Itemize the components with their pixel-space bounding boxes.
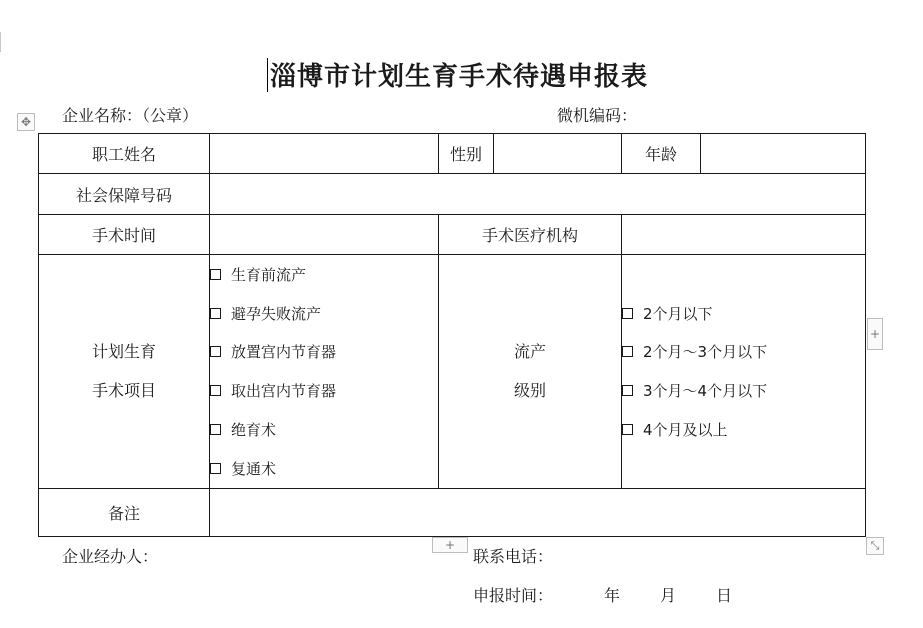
social-security-label: 社会保障号码 bbox=[39, 174, 210, 215]
abortion-option-label: 3个月～4个月以下 bbox=[643, 382, 768, 401]
abortion-option-label: 2个月～3个月以下 bbox=[643, 343, 768, 362]
abortion-option-item[interactable] bbox=[622, 371, 865, 410]
table-move-handle[interactable] bbox=[17, 113, 35, 131]
checkbox-icon[interactable] bbox=[210, 308, 221, 319]
surgery-option-item[interactable] bbox=[210, 449, 438, 488]
remarks-cell[interactable] bbox=[210, 488, 866, 536]
abortion-level-label-line1: 流产 bbox=[513, 342, 546, 362]
checkbox-icon[interactable] bbox=[622, 385, 633, 396]
table-row bbox=[39, 174, 866, 215]
add-row-handle[interactable] bbox=[432, 537, 468, 553]
abortion-option-item[interactable] bbox=[622, 410, 865, 449]
plus-icon: + bbox=[444, 538, 456, 552]
checkbox-icon[interactable] bbox=[210, 269, 221, 280]
add-column-handle[interactable] bbox=[867, 318, 883, 350]
surgery-institution-cell[interactable] bbox=[622, 215, 866, 255]
surgery-option-label: 复通术 bbox=[231, 459, 277, 478]
abortion-option-label: 4个月及以上 bbox=[643, 421, 728, 440]
surgery-option-label: 绝育术 bbox=[231, 421, 277, 440]
page-margin-marker bbox=[0, 32, 3, 52]
checkbox-icon[interactable] bbox=[210, 385, 221, 396]
abortion-option-item[interactable] bbox=[622, 333, 865, 372]
move-icon: ✥ bbox=[20, 115, 32, 129]
gender-label: 性别 bbox=[439, 134, 494, 174]
application-form-table bbox=[38, 133, 866, 537]
surgery-option-label: 避孕失败流产 bbox=[231, 304, 322, 323]
employee-name-cell[interactable] bbox=[210, 134, 439, 174]
text-cursor bbox=[267, 58, 268, 92]
table-row bbox=[39, 134, 866, 174]
abortion-options-cell bbox=[622, 255, 866, 489]
surgery-option-label: 生育前流产 bbox=[231, 265, 307, 284]
date-label: 申报时间： bbox=[473, 586, 554, 605]
surgery-time-label: 手术时间 bbox=[39, 215, 210, 255]
surgery-project-label-line1: 计划生育 bbox=[91, 342, 156, 362]
surgery-time-cell[interactable] bbox=[210, 215, 439, 255]
surgery-option-item[interactable] bbox=[210, 333, 438, 372]
abortion-level-label-cell bbox=[439, 255, 622, 489]
document-title[interactable]: 淄博市计划生育手术待遇申报表 bbox=[270, 62, 649, 92]
table-row bbox=[39, 488, 866, 536]
surgery-project-label-cell bbox=[39, 255, 210, 489]
checkbox-icon[interactable] bbox=[622, 346, 633, 357]
surgery-option-item[interactable] bbox=[210, 294, 438, 333]
date-month-label: 月 bbox=[660, 586, 677, 605]
social-security-cell[interactable] bbox=[210, 174, 866, 215]
surgery-option-item[interactable] bbox=[210, 410, 438, 449]
phone-label: 联系电话： bbox=[473, 547, 554, 566]
surgery-option-item[interactable] bbox=[210, 255, 438, 294]
date-year-label: 年 bbox=[604, 586, 621, 605]
plus-icon: + bbox=[869, 327, 881, 341]
checkbox-icon[interactable] bbox=[210, 424, 221, 435]
gender-cell[interactable] bbox=[494, 134, 622, 174]
date-day-label: 日 bbox=[716, 586, 733, 605]
employee-name-label: 职工姓名 bbox=[39, 134, 210, 174]
micro-code-label: 微机编码： bbox=[557, 106, 638, 125]
checkbox-icon[interactable] bbox=[622, 424, 633, 435]
surgery-option-label: 取出宫内节育器 bbox=[231, 382, 337, 401]
checkbox-icon[interactable] bbox=[210, 346, 221, 357]
surgery-options-cell bbox=[210, 255, 439, 489]
resize-icon: ⤡ bbox=[870, 539, 880, 552]
surgery-option-label: 放置宫内节育器 bbox=[231, 343, 337, 362]
surgery-institution-label: 手术医疗机构 bbox=[439, 215, 622, 255]
handler-label: 企业经办人： bbox=[62, 547, 159, 566]
abortion-level-label-line2: 级别 bbox=[513, 381, 546, 401]
age-label: 年龄 bbox=[622, 134, 701, 174]
abortion-option-label: 2个月以下 bbox=[643, 304, 713, 323]
table-row bbox=[39, 215, 866, 255]
surgery-option-item[interactable] bbox=[210, 371, 438, 410]
company-name-label: 企业名称：（公章） bbox=[62, 106, 199, 125]
age-cell[interactable] bbox=[701, 134, 866, 174]
remarks-label: 备注 bbox=[39, 488, 210, 536]
table-row bbox=[39, 255, 866, 489]
table-resize-handle[interactable] bbox=[866, 537, 884, 555]
checkbox-icon[interactable] bbox=[622, 308, 633, 319]
abortion-option-item[interactable] bbox=[622, 294, 865, 333]
surgery-project-label-line2: 手术项目 bbox=[91, 381, 156, 401]
checkbox-icon[interactable] bbox=[210, 463, 221, 474]
